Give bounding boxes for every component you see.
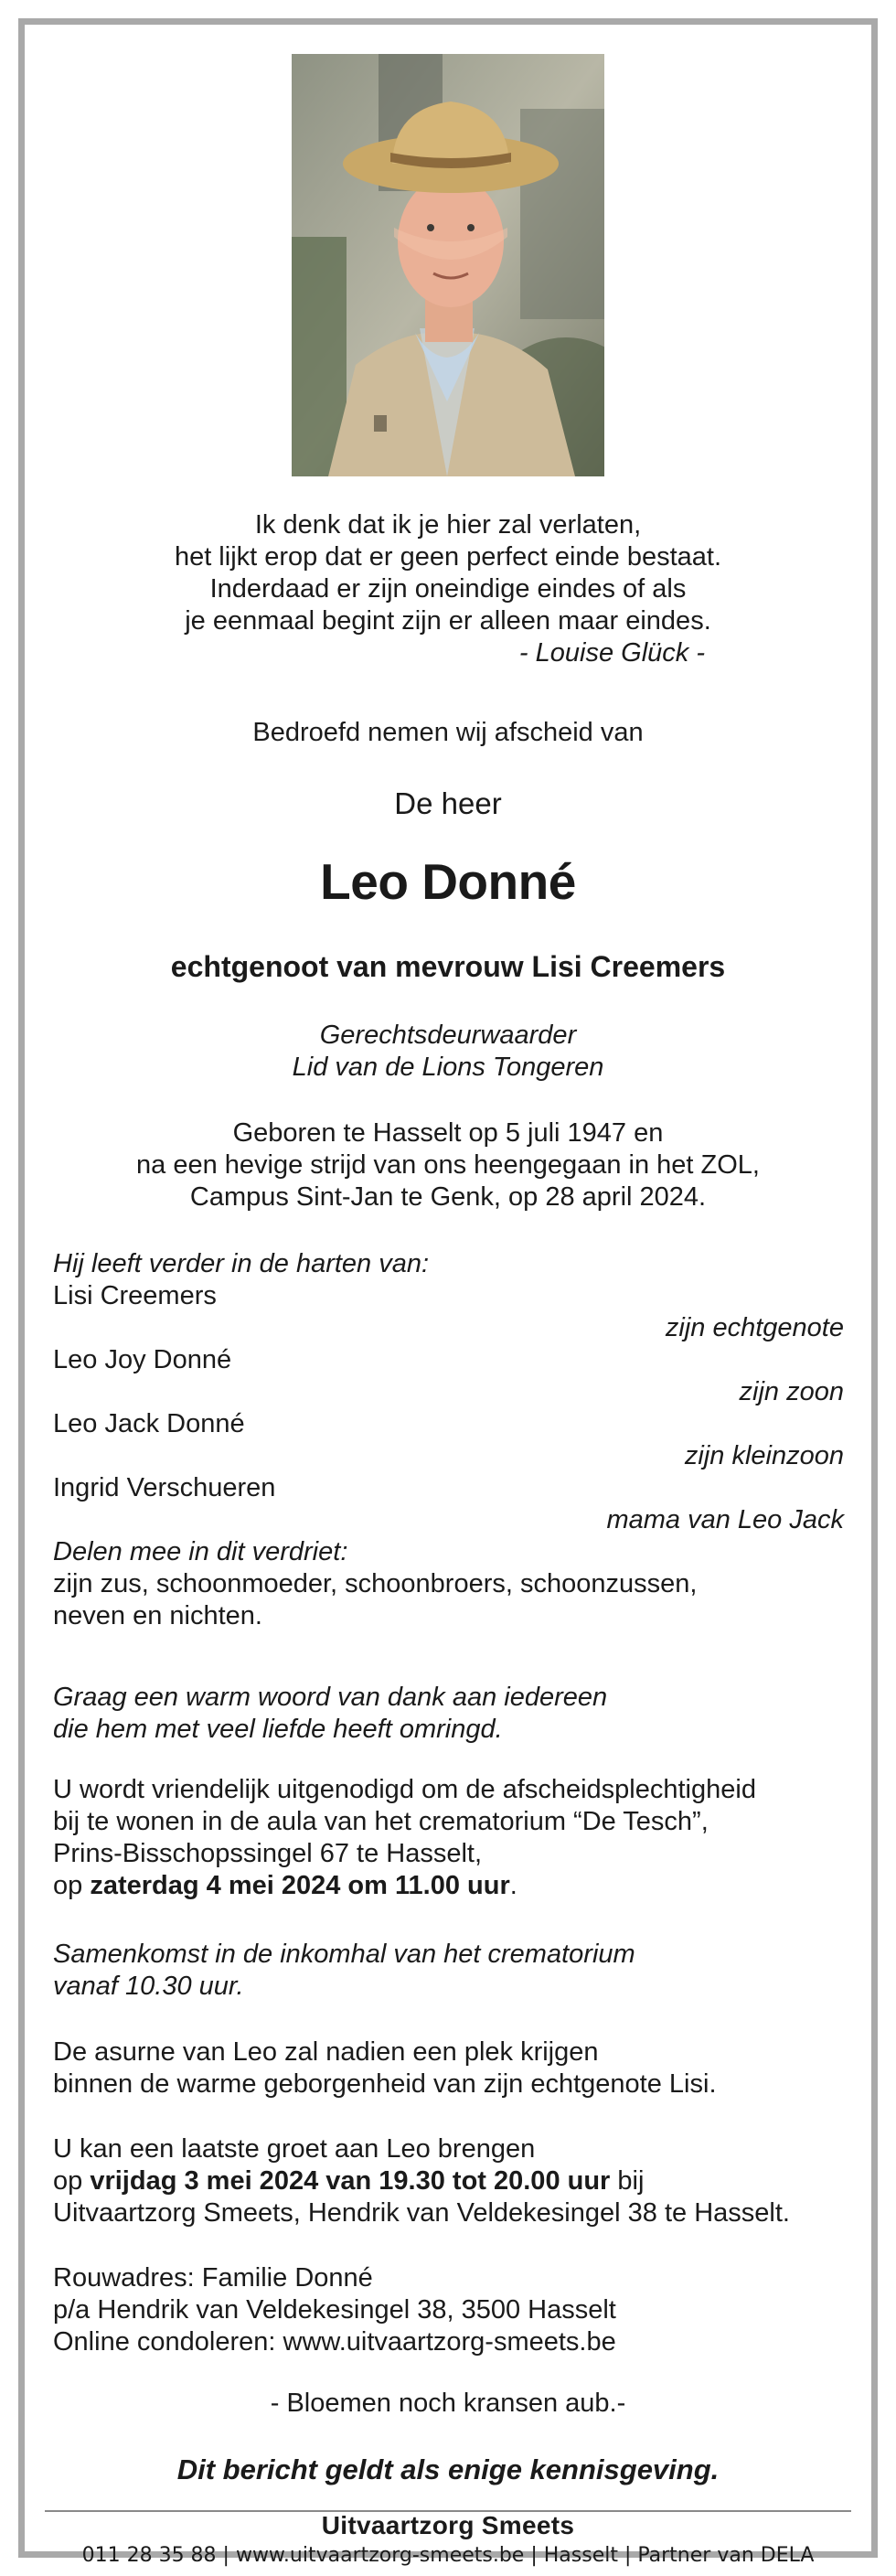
poem-line: Ik denk dat ik je hier zal verlaten, <box>254 510 642 540</box>
ceremony-date-prefix: op <box>53 1871 91 1900</box>
urn-line: De asurne van Leo zal nadien een plek krijgen <box>53 2037 599 2067</box>
condolence-website: Online condoleren: www.uitvaartzorg-smeets.be <box>53 2327 616 2357</box>
flowers-note: - Bloemen noch kransen aub.- <box>270 2389 626 2418</box>
greet-date: vrijdag 3 mei 2024 van 19.30 tot 20.00 uur <box>90 2166 611 2196</box>
obituary-frame <box>18 18 878 2567</box>
mourning-address <box>53 2262 844 2358</box>
notice-statement: Dit bericht geldt als enige kennisgeving. <box>176 2453 720 2485</box>
poem-line: Inderdaad er zijn oneindige eindes of als <box>209 574 687 604</box>
greet-location: Uitvaartzorg Smeets, Hendrik van Veldekesingel 38 te Hasselt. <box>53 2198 790 2228</box>
ceremony-date-line <box>53 1870 844 1902</box>
intro-text: Bedroefd nemen wij afscheid van <box>252 718 644 747</box>
title-line: Gerechtsdeurwaarder <box>319 1021 577 1050</box>
birth-death-line: Campus Sint-Jan te Genk, op 28 april 2024. <box>189 1182 707 1212</box>
ceremony-date-suffix: . <box>509 1871 517 1900</box>
survivor-relation: zijn zoon <box>739 1377 844 1406</box>
survivor-name: Lisi Creemers <box>53 1281 217 1310</box>
survivor-name: Leo Jack Donné <box>53 1409 245 1438</box>
thanks-message <box>53 1682 844 1746</box>
meeting-line: Samenkomst in de inkomhal van het crematorium <box>53 1940 635 1969</box>
greet-line: U kan een laatste groet aan Leo brengen <box>53 2134 536 2164</box>
birth-death-line: Geboren te Hasselt op 5 juli 1947 en <box>232 1118 664 1148</box>
ceremony-line: Prins-Bisschopssingel 67 te Hasselt, <box>53 1839 483 1868</box>
professional-titles <box>52 1020 844 1084</box>
urn-line: binnen de warme geborgenheid van zijn echtgenote Lisi. <box>53 2069 717 2099</box>
poem <box>52 509 844 669</box>
obituary-content <box>25 25 871 2567</box>
funeral-home-contact: 011 28 35 88 | www.uitvaartzorg-smeets.be | Hasselt | Partner van DELA <box>81 2544 815 2567</box>
ceremony-date: zaterdag 4 mei 2024 om 11.00 uur <box>90 1871 510 1900</box>
title-line: Lid van de Lions Tongeren <box>292 1053 604 1082</box>
address-line: Rouwadres: Familie Donné <box>53 2263 373 2293</box>
funeral-home-name: Uitvaartzorg Smeets <box>321 2511 575 2539</box>
survivor-name: Ingrid Verschueren <box>53 1473 276 1502</box>
thanks-line: Graag een warm woord van dank aan iedereen <box>53 1683 608 1712</box>
ceremony-line: bij te wonen in de aula van het crematorium “De Tesch”, <box>53 1807 709 1836</box>
sharing-heading: Delen mee in dit verdriet: <box>53 1537 348 1566</box>
poem-line: je eenmaal begint zijn er alleen maar eindes. <box>185 606 711 636</box>
meeting-info <box>53 1939 844 2003</box>
salutation: De heer <box>394 786 502 820</box>
greet-prefix: op <box>53 2166 91 2196</box>
ceremony-line: U wordt vriendelijk uitgenodigd om de afscheidsplechtigheid <box>53 1775 756 1804</box>
portrait-illustration <box>292 54 604 476</box>
survivor-relation: zijn echtgenote <box>665 1313 844 1342</box>
birth-death-info <box>52 1117 844 1213</box>
birth-death-line: na een hevige strijd van ons heengegaan in het ZOL, <box>136 1150 760 1180</box>
survivor-relation: mama van Leo Jack <box>606 1505 844 1534</box>
meeting-line: vanaf 10.30 uur. <box>53 1972 244 2001</box>
deceased-name: Leo Donné <box>320 853 576 910</box>
thanks-line: die hem met veel liefde heeft omringd. <box>53 1715 503 1744</box>
sharing-line: zijn zus, schoonmoeder, schoonbroers, schoonzussen, <box>53 1569 698 1598</box>
sharing-line: neven en nichten. <box>53 1601 262 1630</box>
urn-info <box>53 2036 844 2100</box>
ceremony-info <box>53 1774 844 1902</box>
survivors-list <box>53 1248 844 1632</box>
spouse-line: echtgenoot van mevrouw Lisi Creemers <box>170 950 726 983</box>
portrait-photo <box>292 54 604 476</box>
survivor-name: Leo Joy Donné <box>53 1345 232 1374</box>
survivor-relation: zijn kleinzoon <box>684 1441 844 1470</box>
poem-line: het lijkt erop dat er geen perfect einde bestaat. <box>174 542 722 572</box>
greet-date-line <box>53 2165 844 2197</box>
address-line: p/a Hendrik van Veldekesingel 38, 3500 Hasselt <box>53 2295 616 2325</box>
greet-suffix: bij <box>610 2166 645 2196</box>
farewell-visit-info <box>53 2133 844 2229</box>
poem-author: - Louise Glück - <box>518 638 705 668</box>
survivors-heading: Hij leeft verder in de harten van: <box>53 1249 430 1278</box>
